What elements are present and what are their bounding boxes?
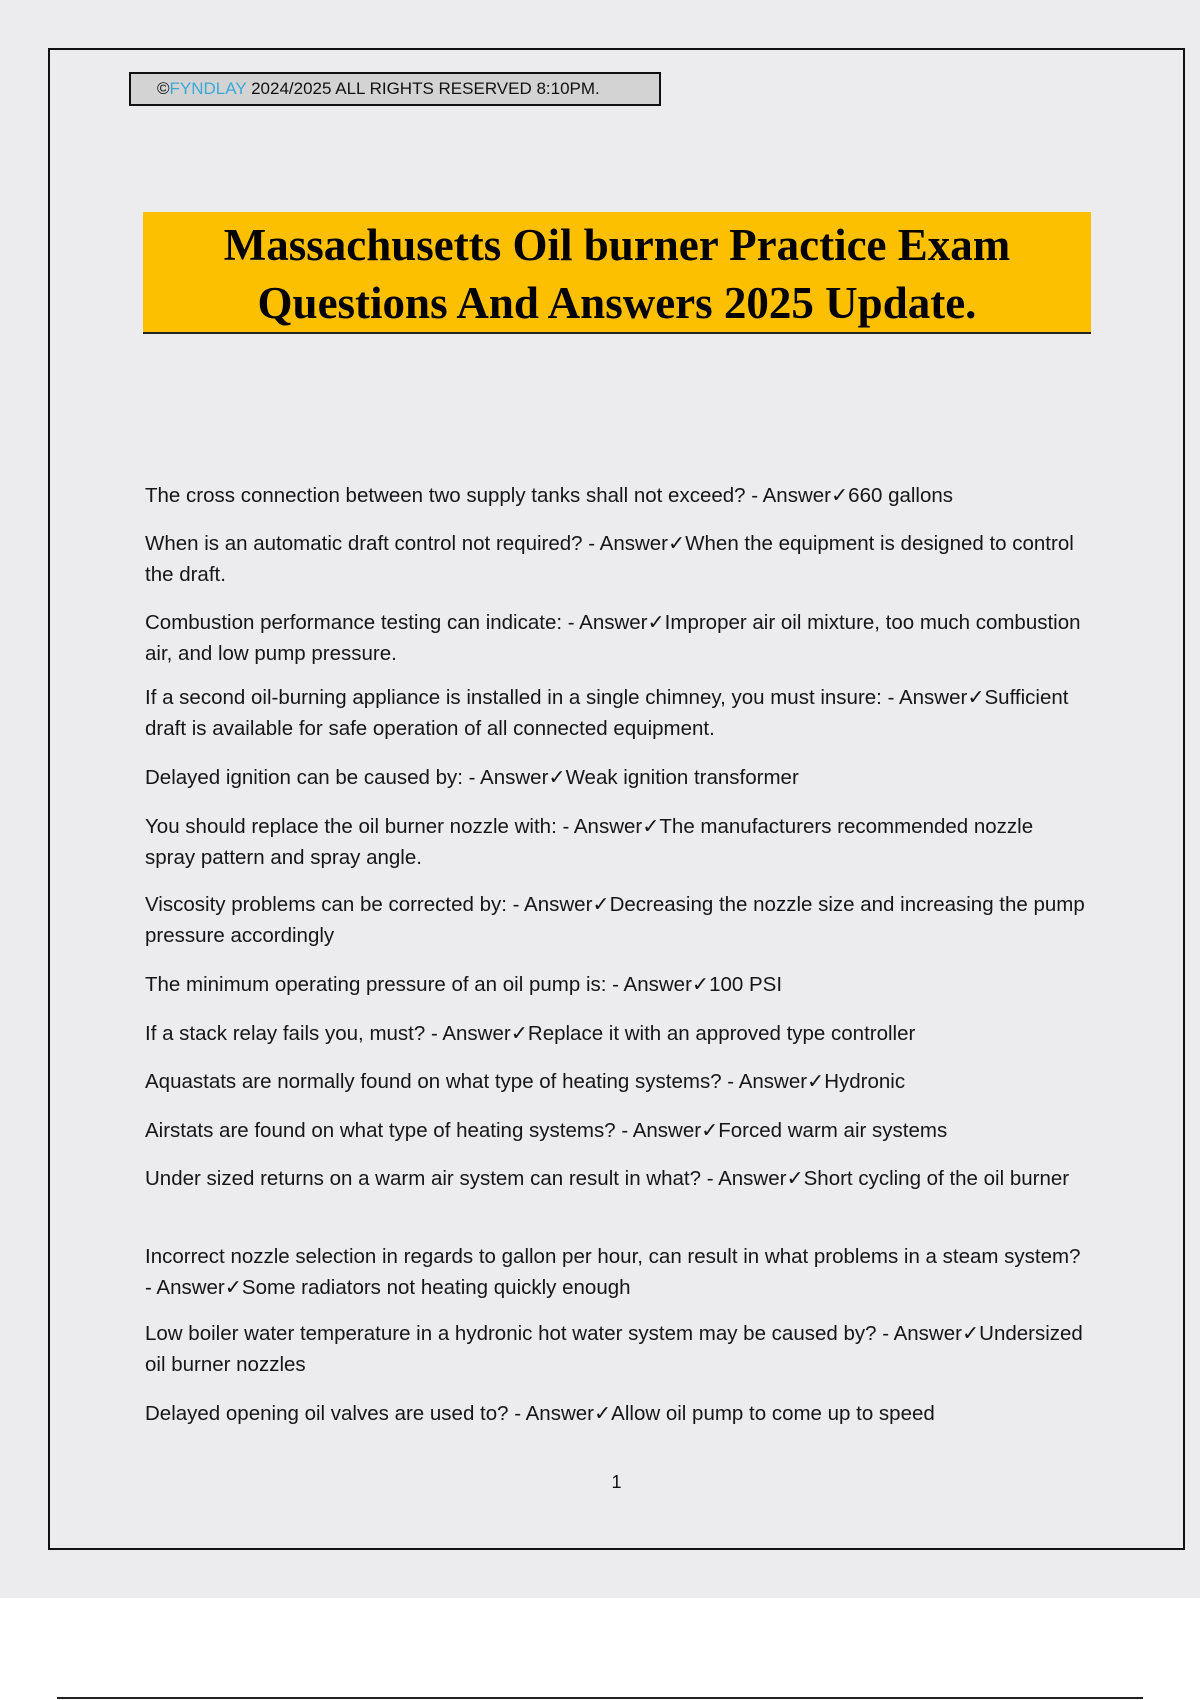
qa-item: Viscosity problems can be corrected by: - Answer✓Decreasing the nozzle size and increasing the pump pressure accordingly bbox=[145, 893, 1085, 947]
title-line-2: Questions And Answers 2025 Update. bbox=[257, 278, 977, 328]
qa-item: Airstats are found on what type of heating systems? - Answer✓Forced warm air systems bbox=[145, 1119, 948, 1142]
qa-item: Incorrect nozzle selection in regards to gallon per hour, can result in what problems in a steam system? - Answer✓Some radiators not heating quickly enough bbox=[145, 1245, 1081, 1299]
qa-item: Delayed ignition can be caused by: - Answer✓Weak ignition transformer bbox=[145, 766, 799, 789]
qa-item: Aquastats are normally found on what type of heating systems? - Answer✓Hydronic bbox=[145, 1070, 906, 1093]
qa-item: When is an automatic draft control not required? - Answer✓When the equipment is designed to control the draft. bbox=[145, 532, 1074, 586]
qa-item: Combustion performance testing can indicate: - Answer✓Improper air oil mixture, too much combustion air, and low pump pressure. bbox=[145, 611, 1081, 665]
qa-item: Low boiler water temperature in a hydronic hot water system may be caused by? - Answer✓Undersized oil burner nozzles bbox=[145, 1322, 1083, 1376]
next-page-top-rule bbox=[57, 1697, 1143, 1699]
copyright-header bbox=[129, 72, 661, 106]
title-line-1: Massachusetts Oil burner Practice Exam bbox=[223, 220, 1011, 270]
document-title bbox=[143, 212, 1091, 334]
qa-item: Delayed opening oil valves are used to? - Answer✓Allow oil pump to come up to speed bbox=[145, 1402, 935, 1425]
qa-item: The cross connection between two supply tanks shall not exceed? - Answer✓660 gallons bbox=[145, 484, 954, 507]
copyright-symbol: © bbox=[157, 79, 170, 98]
page-number: 1 bbox=[611, 1472, 622, 1492]
qa-item: If a stack relay fails you, must? - Answer✓Replace it with an approved type controller bbox=[145, 1022, 916, 1045]
qa-item: You should replace the oil burner nozzle with: - Answer✓The manufacturers recommended nozzle spray pattern and spray angle. bbox=[145, 815, 1034, 869]
qa-item: If a second oil-burning appliance is installed in a single chimney, you must insure: - Answer✓Sufficient draft is available for safe operation of all connected equipment. bbox=[145, 686, 1069, 740]
qa-item: The minimum operating pressure of an oil pump is: - Answer✓100 PSI bbox=[145, 973, 783, 996]
brand-link[interactable]: FYNDLAY bbox=[169, 79, 247, 98]
qa-item: Under sized returns on a warm air system can result in what? - Answer✓Short cycling of the oil burner bbox=[145, 1167, 1070, 1190]
copyright-text: 2024/2025 ALL RIGHTS RESERVED 8:10PM. bbox=[246, 79, 600, 98]
